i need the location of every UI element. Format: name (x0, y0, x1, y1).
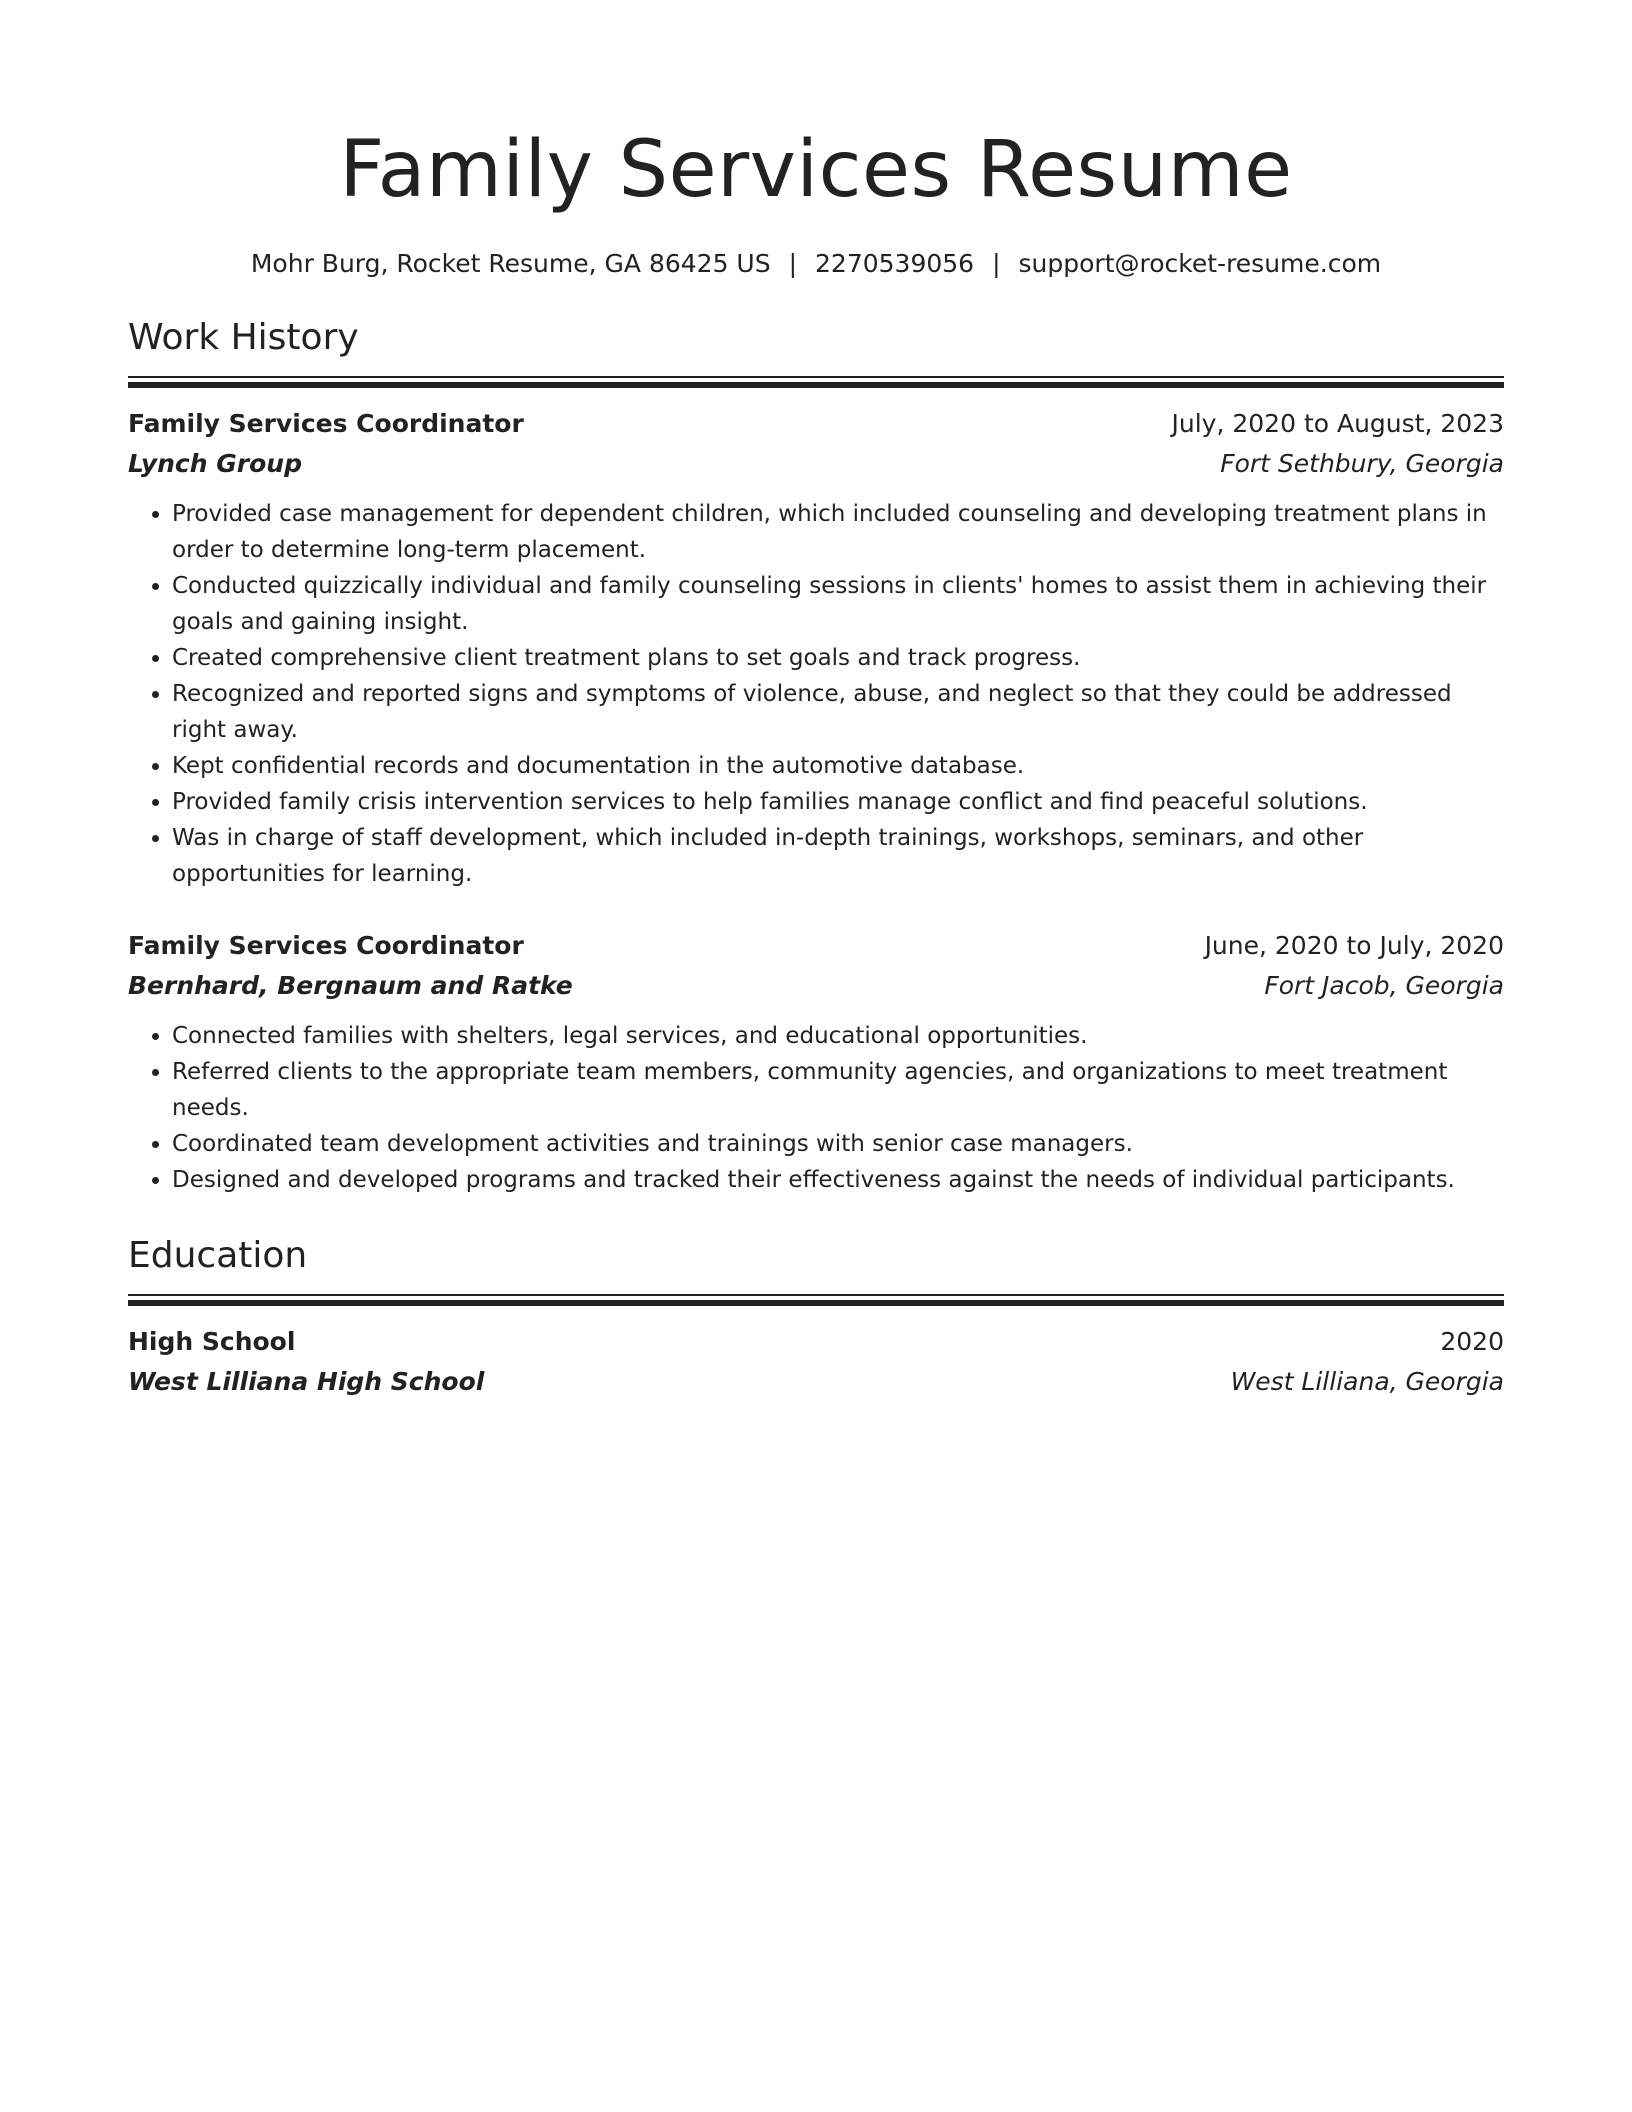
section-divider-thin (128, 1294, 1504, 1296)
job-company-row (128, 966, 1504, 1006)
section-divider-thick (128, 1300, 1504, 1306)
job-bullet-list (128, 1018, 1504, 1198)
job-header-row (128, 926, 1504, 966)
section-divider-thin (128, 376, 1504, 378)
job-entry (128, 404, 1504, 892)
job-company: Lynch Group (128, 449, 302, 478)
job-title: Family Services Coordinator (128, 931, 524, 960)
contact-phone: 2270539056 (815, 249, 975, 278)
job-dates: June, 2020 to July, 2020 (1204, 931, 1504, 960)
section-title-work-history: Work History (128, 317, 359, 358)
job-bullet: • Recognized and reported signs and symptoms of violence, abuse, and neglect so that they could be addressed right away. (172, 676, 1504, 748)
education-school-row (128, 1362, 1504, 1402)
contact-separator: | (992, 249, 1001, 278)
job-bullet: • Designed and developed programs and tracked their effectiveness against the needs of individual participants. (172, 1162, 1504, 1198)
job-bullet: • Was in charge of staff development, which included in-depth trainings, workshops, seminars, and other opportunities for learning. (172, 820, 1504, 892)
education-school: West Lilliana High School (128, 1367, 485, 1396)
work-history-section (128, 314, 1504, 1198)
contact-separator: | (788, 249, 798, 278)
education-header-row (128, 1322, 1504, 1362)
job-bullet: • Connected families with shelters, legal services, and educational opportunities. (172, 1018, 1504, 1054)
job-bullet: • Provided case management for dependent children, which included counseling and developing treatment plans in order to determine long-term placement. (172, 496, 1504, 568)
education-section (128, 1232, 1504, 1402)
job-bullet-list (128, 496, 1504, 892)
job-bullet: • Conducted quizzically individual and family counseling sessions in clients' homes to assist them in achieving their goals and gaining insight. (172, 568, 1504, 640)
job-bullet: • Referred clients to the appropriate team members, community agencies, and organizations to meet treatment needs. (172, 1054, 1504, 1126)
education-entry (128, 1322, 1504, 1402)
job-bullet: • Created comprehensive client treatment plans to set goals and track progress. (172, 640, 1504, 676)
job-location: Fort Sethbury, Georgia (1220, 449, 1504, 478)
section-title-education: Education (128, 1235, 308, 1276)
section-divider-thick (128, 382, 1504, 388)
resume-title: Family Services Resume (339, 125, 1293, 215)
job-location: Fort Jacob, Georgia (1264, 971, 1504, 1000)
job-dates: July, 2020 to August, 2023 (1171, 409, 1504, 438)
contact-email: support@rocket-resume.com (1018, 249, 1382, 278)
job-company: Bernhard, Bergnaum and Ratke (128, 971, 573, 1000)
job-header-row (128, 404, 1504, 444)
contact-line (128, 248, 1504, 280)
job-bullet: • Provided family crisis intervention services to help families manage conflict and find peaceful solutions. (172, 784, 1504, 820)
education-degree: High School (128, 1327, 296, 1356)
job-bullet: • Coordinated team development activities and trainings with senior case managers. (172, 1126, 1504, 1162)
contact-address: Mohr Burg, Rocket Resume, GA 86425 US (250, 249, 771, 278)
job-company-row (128, 444, 1504, 484)
education-year: 2020 (1440, 1327, 1504, 1356)
job-title: Family Services Coordinator (128, 409, 524, 438)
education-location: West Lilliana, Georgia (1230, 1367, 1504, 1396)
job-bullet: • Kept confidential records and documentation in the automotive database. (172, 748, 1504, 784)
job-entry (128, 926, 1504, 1198)
